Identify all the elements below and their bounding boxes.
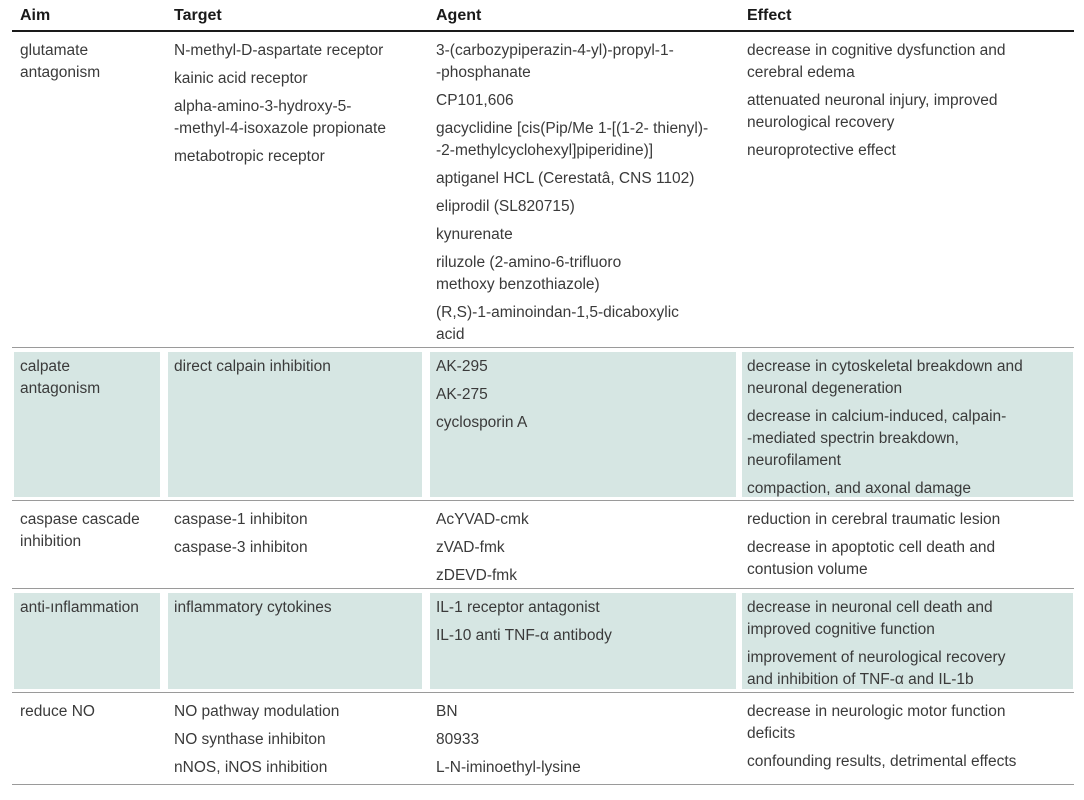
item-line: decrease in calcium-induced, calpain- [747,408,1007,425]
cell-agents [436,40,732,352]
target-item [174,96,420,140]
header-effect: Effect [747,7,792,24]
agent-item [436,224,732,246]
agent-item [436,40,732,84]
item-line: zDEVD-fmk [436,567,517,584]
aim-line: calpate [20,358,70,375]
item-line: IL-1 receptor antagonist [436,599,600,616]
item-line: reduction in cerebral traumatic lesion [747,511,1001,528]
agent-item [436,118,732,162]
cell-agents [436,356,732,440]
item-line: kainic acid receptor [174,70,308,87]
agent-item [436,252,732,296]
cell-aim [20,356,158,400]
item-line: NO synthase inhibiton [174,731,326,748]
item-line: cerebral edema [747,64,855,81]
cell-targets [174,356,420,384]
row-divider [12,784,1074,785]
table-header [12,0,1074,32]
effect-item [747,406,1070,472]
cell-aim [20,40,158,84]
item-line: decrease in cognitive dysfunction and [747,42,1006,59]
item-line: BN [436,703,458,720]
target-item [174,729,420,751]
target-item [174,40,420,62]
table-body [12,32,1074,785]
item-line: compaction, and axonal damage [747,480,972,497]
cell-aim [20,701,158,723]
agent-item [436,729,732,751]
item-line: eliprodil (SL820715) [436,198,575,215]
agent-item [436,537,732,559]
item-line: gacyclidine [cis(Pip/Me 1-[(1-2- thienyl)- [436,120,709,137]
item-line: aptiganel HCL (Cerestatâ, CNS 1102) [436,170,695,187]
item-line: riluzole (2-amino-6-trifluoro [436,254,622,271]
agent-item [436,168,732,190]
cell-effects [747,40,1070,168]
item-line: -phosphanate [436,64,531,81]
agent-item [436,597,732,619]
item-line: metabotropic receptor [174,148,325,165]
item-line: kynurenate [436,226,513,243]
agent-item [436,384,732,406]
item-line: neurofilament [747,452,841,469]
aim-line: anti-ınflammation [20,599,139,616]
item-line: AK-275 [436,386,488,403]
table-row [12,589,1074,693]
cell-targets [174,597,420,625]
item-line: direct calpain inhibition [174,358,331,375]
item-line: decrease in neurologic motor function [747,703,1006,720]
cell-agents [436,509,732,593]
item-line: decrease in apoptotic cell death and [747,539,996,556]
agent-item [436,701,732,723]
cell-effects [747,356,1070,506]
item-line: (R,S)-1-aminoindan-1,5-dicaboxylic [436,304,679,321]
item-line: NO pathway modulation [174,703,340,720]
agent-item [436,565,732,587]
target-item [174,597,420,619]
item-line: improvement of neurological recovery [747,649,1006,666]
agent-item [436,509,732,531]
item-line: AcYVAD-cmk [436,511,529,528]
aim-line: caspase cascade [20,511,140,528]
item-line: deficits [747,725,796,742]
item-line: caspase-1 inhibiton [174,511,308,528]
item-line: confounding results, detrimental effects [747,753,1017,770]
table-row [12,348,1074,501]
item-line: attenuated neuronal injury, improved [747,92,998,109]
aim-line: antagonism [20,380,101,397]
aim-line: antagonism [20,64,101,81]
table-row [12,501,1074,589]
item-line: 3-(carbozypiperazin-4-yl)-propyl-1- [436,42,674,59]
target-item [174,356,420,378]
table-row [12,32,1074,348]
effect-item [747,40,1070,84]
item-line: -methyl-4-isoxazole propionate [174,120,386,137]
cell-targets [174,40,420,174]
item-line: -2-methylcyclohexyl]piperidine)] [436,142,654,159]
header-aim: Aim [20,7,51,24]
aim-line: reduce NO [20,703,95,720]
aim-line: glutamate [20,42,89,59]
agent-item [436,356,732,378]
item-line: neurological recovery [747,114,895,131]
item-line: N-methyl-D-aspartate receptor [174,42,384,59]
item-line: acid [436,326,465,343]
item-line: caspase-3 inhibiton [174,539,308,556]
target-item [174,68,420,90]
table-row [12,693,1074,785]
agent-item [436,412,732,434]
item-line: methoxy benzothiazole) [436,276,600,293]
cell-targets [174,701,420,785]
item-line: contusion volume [747,561,868,578]
item-line: nNOS, iNOS inhibition [174,759,328,776]
data-table [12,0,1074,785]
cell-effects [747,509,1070,587]
target-item [174,146,420,168]
effect-item [747,537,1070,581]
agent-item [436,302,732,346]
header-target: Target [174,7,222,24]
effect-item [747,509,1070,531]
effect-item [747,90,1070,134]
effect-item [747,356,1070,400]
aim-line: inhibition [20,533,82,550]
item-line: 80933 [436,731,480,748]
cell-aim [20,597,158,619]
effect-item [747,701,1070,745]
item-line: inflammatory cytokines [174,599,332,616]
target-item [174,757,420,779]
target-item [174,701,420,723]
item-line: CP101,606 [436,92,514,109]
item-line: and inhibition of TNF-α and IL-1b [747,671,974,688]
cell-agents [436,701,732,785]
item-line: cyclosporin A [436,414,528,431]
item-line: neuronal degeneration [747,380,903,397]
item-line: -mediated spectrin breakdown, [747,430,959,447]
item-line: L-N-iminoethyl-lysine [436,759,581,776]
agent-item [436,757,732,779]
effect-item [747,140,1070,162]
cell-agents [436,597,732,653]
target-item [174,537,420,559]
cell-effects [747,597,1070,697]
effect-item [747,647,1070,691]
item-line: decrease in neuronal cell death and [747,599,993,616]
effect-item [747,751,1070,773]
item-line: alpha-amino-3-hydroxy-5- [174,98,352,115]
agent-item [436,625,732,647]
item-line: AK-295 [436,358,488,375]
effect-item [747,478,1070,500]
target-item [174,509,420,531]
header-agent: Agent [436,7,482,24]
item-line: IL-10 anti TNF-α antibody [436,627,612,644]
item-line: neuroprotective effect [747,142,896,159]
cell-effects [747,701,1070,779]
item-line: zVAD-fmk [436,539,505,556]
cell-aim [20,509,158,553]
agent-item [436,196,732,218]
cell-targets [174,509,420,565]
item-line: improved cognitive function [747,621,935,638]
effect-item [747,597,1070,641]
agent-item [436,90,732,112]
item-line: decrease in cytoskeletal breakdown and [747,358,1023,375]
